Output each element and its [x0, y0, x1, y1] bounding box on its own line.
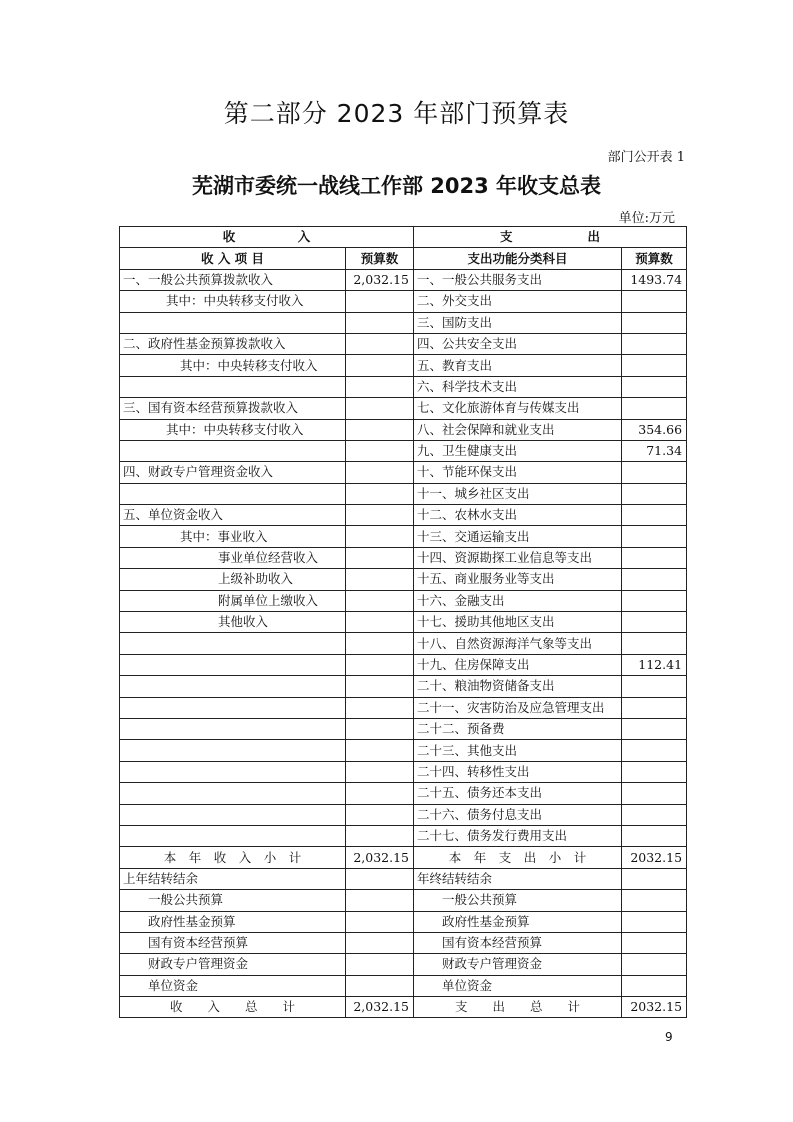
table-row	[120, 590, 687, 611]
expense-item-cell: 十六、金融支出	[414, 590, 622, 611]
table-row	[120, 718, 687, 739]
income-subtotal-amount: 2,032.15	[346, 847, 414, 868]
expense-total-label: 支 出 总 计	[414, 997, 622, 1018]
income-item-cell: 上级补助收入	[120, 569, 346, 590]
carryover-item-row	[120, 911, 687, 932]
income-header: 收 入	[120, 227, 414, 248]
carryover-item-row	[120, 975, 687, 996]
income-amount-cell	[346, 718, 414, 739]
income-amount-cell	[346, 612, 414, 633]
income-amount-cell	[346, 333, 414, 354]
expense-item-header: 支出功能分类科目	[414, 248, 622, 269]
expense-amount-cell	[622, 804, 687, 825]
expense-item-cell: 七、文化旅游体育与传媒支出	[414, 398, 622, 419]
expense-amount-cell	[622, 355, 687, 376]
income-item-cell	[120, 761, 346, 782]
expense-item-cell: 二十四、转移性支出	[414, 761, 622, 782]
income-amount-cell	[346, 825, 414, 846]
table-row	[120, 612, 687, 633]
table-row	[120, 333, 687, 354]
expense-amount-cell	[622, 483, 687, 504]
expense-item-cell: 二十六、债务付息支出	[414, 804, 622, 825]
table-row	[120, 312, 687, 333]
expense-item-cell: 八、社会保障和就业支出	[414, 419, 622, 440]
income-item-cell: 三、国有资本经营预算拨款收入	[120, 398, 346, 419]
expense-item-cell: 十二、农林水支出	[414, 505, 622, 526]
expense-item-cell: 四、公共安全支出	[414, 333, 622, 354]
expense-item-cell: 二十七、债务发行费用支出	[414, 825, 622, 846]
expense-amount-cell	[622, 676, 687, 697]
income-carryover-item-amount	[346, 954, 414, 975]
header-row-columns	[120, 248, 687, 269]
expense-amount-cell	[622, 590, 687, 611]
income-amount-cell	[346, 654, 414, 675]
expense-carryover-item-amount	[622, 911, 687, 932]
total-row	[120, 997, 687, 1018]
table-row	[120, 761, 687, 782]
table-row	[120, 654, 687, 675]
expense-item-cell: 二十二、预备费	[414, 718, 622, 739]
expense-item-cell: 十三、交通运输支出	[414, 526, 622, 547]
income-item-cell	[120, 697, 346, 718]
income-total-label: 收 入 总 计	[120, 997, 346, 1018]
income-amount-cell	[346, 761, 414, 782]
table-row	[120, 291, 687, 312]
income-item-cell: 其中：中央转移支付收入	[120, 291, 346, 312]
page-number: 9	[665, 1030, 673, 1044]
unit-label: 单位:万元	[618, 211, 675, 226]
expense-item-cell: 六、科学技术支出	[414, 376, 622, 397]
expense-carryover-item: 财政专户管理资金	[414, 954, 622, 975]
expense-amount-cell	[622, 569, 687, 590]
expense-carryover-item: 一般公共预算	[414, 890, 622, 911]
expense-amount-cell	[622, 825, 687, 846]
expense-amount-cell	[622, 505, 687, 526]
income-carryover-item-amount	[346, 932, 414, 953]
expense-item-cell: 二十五、债务还本支出	[414, 783, 622, 804]
income-item-cell	[120, 825, 346, 846]
table-row	[120, 547, 687, 568]
subtotal-row	[120, 847, 687, 868]
expense-amount-cell	[622, 697, 687, 718]
expense-carryover-amount	[622, 868, 687, 889]
expense-amount-cell	[622, 312, 687, 333]
table-row	[120, 269, 687, 290]
expense-amount-cell	[622, 718, 687, 739]
carryover-row	[120, 868, 687, 889]
expense-total-amount: 2032.15	[622, 997, 687, 1018]
income-item-cell	[120, 676, 346, 697]
table-row	[120, 505, 687, 526]
expense-item-cell: 十四、资源勘探工业信息等支出	[414, 547, 622, 568]
income-amount-cell	[346, 676, 414, 697]
table-row	[120, 398, 687, 419]
income-item-cell: 二、政府性基金预算拨款收入	[120, 333, 346, 354]
table-row	[120, 440, 687, 461]
income-amount-cell	[346, 312, 414, 333]
table-row	[120, 740, 687, 761]
expense-item-cell: 十、节能环保支出	[414, 462, 622, 483]
income-amount-cell	[346, 569, 414, 590]
carryover-item-row	[120, 954, 687, 975]
expense-carryover-item-amount	[622, 890, 687, 911]
expense-amount-cell	[622, 761, 687, 782]
income-amount-cell	[346, 547, 414, 568]
table-row	[120, 804, 687, 825]
expense-amount-cell	[622, 612, 687, 633]
table-row	[120, 633, 687, 654]
expense-amount-cell: 1493.74	[622, 269, 687, 290]
expense-amount-cell	[622, 333, 687, 354]
expense-amount-header: 预算数	[622, 248, 687, 269]
income-item-cell	[120, 804, 346, 825]
expense-amount-cell	[622, 398, 687, 419]
income-item-cell: 五、单位资金收入	[120, 505, 346, 526]
table-row	[120, 676, 687, 697]
expense-amount-cell	[622, 291, 687, 312]
income-item-cell: 附属单位上缴收入	[120, 590, 346, 611]
part-title: 第二部分 2023 年部门预算表	[223, 99, 570, 128]
income-carryover-item: 一般公共预算	[120, 890, 346, 911]
carryover-item-row	[120, 932, 687, 953]
income-carryover-item: 政府性基金预算	[120, 911, 346, 932]
expense-amount-cell	[622, 547, 687, 568]
income-carryover-item: 财政专户管理资金	[120, 954, 346, 975]
income-amount-cell	[346, 804, 414, 825]
income-carryover-item-amount	[346, 911, 414, 932]
table-row	[120, 376, 687, 397]
header-row-top	[120, 227, 687, 248]
table-row	[120, 462, 687, 483]
expense-item-cell: 十七、援助其他地区支出	[414, 612, 622, 633]
expense-item-cell: 九、卫生健康支出	[414, 440, 622, 461]
expense-item-cell: 十一、城乡社区支出	[414, 483, 622, 504]
table-row	[120, 483, 687, 504]
expense-amount-cell	[622, 376, 687, 397]
table-row	[120, 419, 687, 440]
income-item-cell	[120, 718, 346, 739]
income-amount-cell	[346, 483, 414, 504]
income-item-cell: 其中：中央转移支付收入	[120, 355, 346, 376]
table-row	[120, 825, 687, 846]
expense-item-cell: 一、一般公共服务支出	[414, 269, 622, 290]
income-carryover-item: 单位资金	[120, 975, 346, 996]
income-amount-cell	[346, 633, 414, 654]
expense-amount-cell: 112.41	[622, 654, 687, 675]
income-carryover-item-amount	[346, 975, 414, 996]
income-carryover-item: 国有资本经营预算	[120, 932, 346, 953]
expense-carryover-label: 年终结转结余	[414, 868, 622, 889]
income-carryover-item-amount	[346, 890, 414, 911]
income-item-cell	[120, 440, 346, 461]
expense-item-cell: 三、国防支出	[414, 312, 622, 333]
income-item-cell: 四、财政专户管理资金收入	[120, 462, 346, 483]
expense-amount-cell	[622, 633, 687, 654]
expense-subtotal-amount: 2032.15	[622, 847, 687, 868]
income-item-cell	[120, 783, 346, 804]
main-title: 芜湖市委统一战线工作部 2023 年收支总表	[191, 174, 602, 198]
expense-amount-cell	[622, 462, 687, 483]
expense-header: 支 出	[414, 227, 687, 248]
income-item-cell	[120, 633, 346, 654]
income-amount-cell	[346, 505, 414, 526]
income-item-cell: 其他收入	[120, 612, 346, 633]
table-body	[120, 227, 687, 1018]
income-item-cell	[120, 654, 346, 675]
expense-carryover-item: 单位资金	[414, 975, 622, 996]
income-amount-cell	[346, 462, 414, 483]
expense-carryover-item: 国有资本经营预算	[414, 932, 622, 953]
expense-carryover-item: 政府性基金预算	[414, 911, 622, 932]
expense-item-cell: 二、外交支出	[414, 291, 622, 312]
carryover-item-row	[120, 890, 687, 911]
table-row	[120, 355, 687, 376]
expense-carryover-item-amount	[622, 975, 687, 996]
income-amount-cell	[346, 419, 414, 440]
table-row	[120, 569, 687, 590]
income-amount-cell	[346, 291, 414, 312]
income-item-cell: 其中：中央转移支付收入	[120, 419, 346, 440]
table-label: 部门公开表 1	[607, 150, 685, 165]
expense-item-cell: 二十、粮油物资储备支出	[414, 676, 622, 697]
income-amount-cell	[346, 376, 414, 397]
income-item-cell	[120, 483, 346, 504]
expense-item-cell: 十八、自然资源海洋气象等支出	[414, 633, 622, 654]
income-item-cell	[120, 376, 346, 397]
income-amount-cell	[346, 697, 414, 718]
expense-amount-cell: 71.34	[622, 440, 687, 461]
income-item-header: 收 入 项 目	[120, 248, 346, 269]
table-row	[120, 526, 687, 547]
expense-amount-cell: 354.66	[622, 419, 687, 440]
income-item-cell: 事业单位经营收入	[120, 547, 346, 568]
income-carryover-amount	[346, 868, 414, 889]
table-row	[120, 783, 687, 804]
income-item-cell: 一、一般公共预算拨款收入	[120, 269, 346, 290]
expense-carryover-item-amount	[622, 932, 687, 953]
income-total-amount: 2,032.15	[346, 997, 414, 1018]
income-subtotal-label: 本 年 收 入 小 计	[120, 847, 346, 868]
income-amount-cell	[346, 398, 414, 419]
income-amount-cell	[346, 526, 414, 547]
table-row	[120, 697, 687, 718]
expense-item-cell: 二十三、其他支出	[414, 740, 622, 761]
expense-amount-cell	[622, 783, 687, 804]
income-amount-header: 预算数	[346, 248, 414, 269]
budget-summary-table	[119, 226, 687, 1018]
expense-subtotal-label: 本 年 支 出 小 计	[414, 847, 622, 868]
expense-item-cell: 二十一、灾害防治及应急管理支出	[414, 697, 622, 718]
expense-carryover-item-amount	[622, 954, 687, 975]
income-amount-cell: 2,032.15	[346, 269, 414, 290]
income-amount-cell	[346, 590, 414, 611]
income-amount-cell	[346, 740, 414, 761]
income-amount-cell	[346, 440, 414, 461]
expense-amount-cell	[622, 526, 687, 547]
expense-item-cell: 十五、商业服务业等支出	[414, 569, 622, 590]
expense-item-cell: 十九、住房保障支出	[414, 654, 622, 675]
income-item-cell: 其中：事业收入	[120, 526, 346, 547]
income-item-cell	[120, 312, 346, 333]
expense-item-cell: 五、教育支出	[414, 355, 622, 376]
income-carryover-label: 上年结转结余	[120, 868, 346, 889]
income-amount-cell	[346, 355, 414, 376]
expense-amount-cell	[622, 740, 687, 761]
income-item-cell	[120, 740, 346, 761]
income-amount-cell	[346, 783, 414, 804]
